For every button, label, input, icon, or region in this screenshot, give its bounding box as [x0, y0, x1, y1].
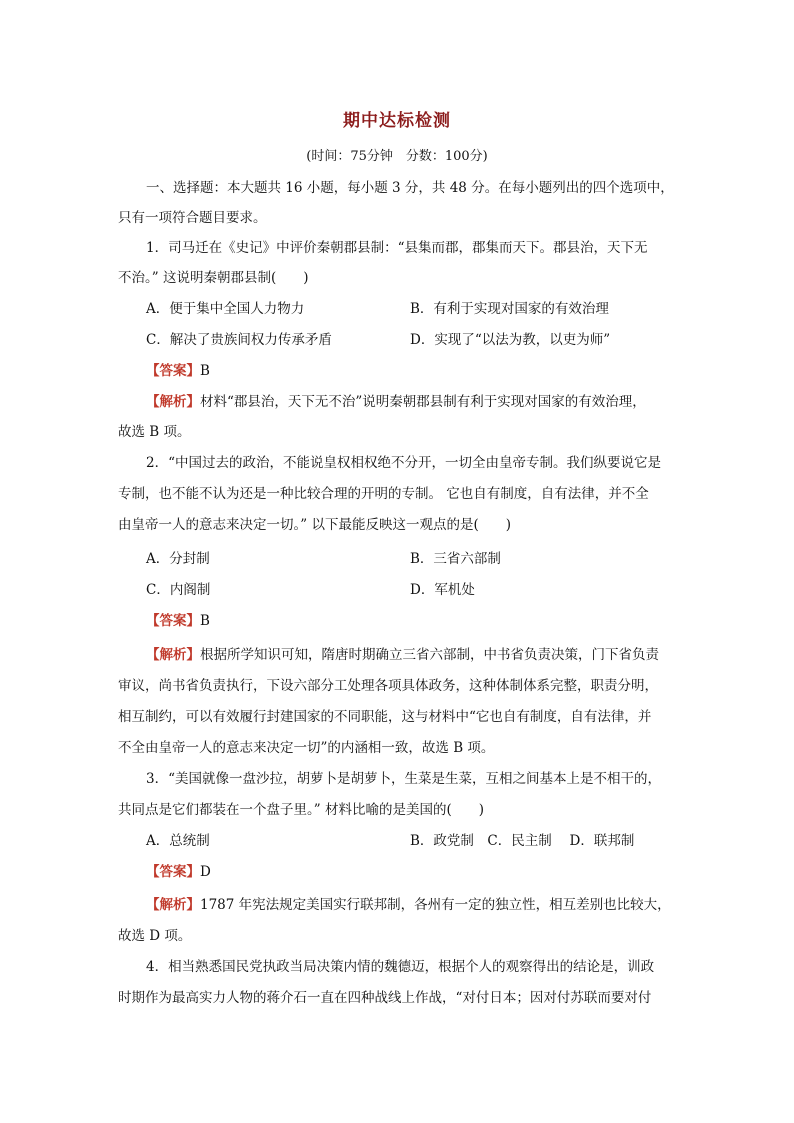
question-1-option-c: C．解决了贵族间权力传承矛盾 [146, 332, 332, 348]
exam-info: (时间：75分钟 分数：100分) [306, 149, 488, 164]
answer-value: D [200, 864, 211, 880]
question-1-option-a: A．便于集中全国人力物力 [146, 301, 305, 317]
question-2-analysis-line2: 审议，尚书省负责执行，下设六部分工处理各项具体政务，这种体制体系完整，职责分明， [118, 678, 658, 694]
question-3-line1: 3．“美国就像一盘沙拉，胡萝卜是胡萝卜，生菜是生菜，互相之间基本上是不相干的， [146, 771, 661, 787]
answer-tag: 【答案】 [146, 613, 200, 629]
page-title: 期中达标检测 [343, 111, 451, 131]
question-1-analysis-line1 [146, 393, 646, 411]
answer-tag: 【答案】 [146, 363, 200, 379]
question-4-line2: 时期作为最高实力人物的蒋介石一直在四种战线上作战，“对付日本；因对付苏联而要对付 [118, 990, 652, 1006]
question-3-analysis-line1 [146, 896, 671, 914]
section-instruction-line1: 一、选择题：本大题共 16 小题，每小题 3 分，共 48 分。在每小题列出的四个选项中， [146, 180, 674, 196]
analysis-tag: 【解析】 [146, 394, 200, 410]
question-3-option-a: A．总统制 [146, 833, 210, 849]
question-4-line1: 4．相当熟悉国民党执政当局决策内情的魏德迈，根据个人的观察得出的结论是，训政 [146, 959, 655, 975]
analysis-tag: 【解析】 [146, 647, 200, 663]
question-2-option-a: A．分封制 [146, 551, 210, 567]
question-2-analysis-line3: 相互制约，可以有效履行封建国家的不同职能，这与材料中“它也自有制度，自有法律，并 [118, 709, 652, 725]
question-2-analysis-line4: 不全由皇帝一人的意志来决定一切”的内涵相一致，故选 B 项。 [118, 740, 495, 756]
question-3-analysis-line2: 故选 D 项。 [118, 928, 192, 944]
question-2-line1: 2．“中国过去的政治，不能说皇权相权绝不分开，一切全由皇帝专制。我们纵要说它是 [146, 455, 661, 471]
question-1-option-d: D．实现了“以法为教，以吏为师” [410, 332, 611, 348]
answer-tag: 【答案】 [146, 864, 200, 880]
analysis-text: 材料“郡县治，天下无不治”说明秦朝郡县制有利于实现对国家的有效治理， [200, 394, 646, 410]
question-2-answer [146, 612, 210, 630]
section-instruction-line2: 只有一项符合题目要求。 [118, 210, 267, 226]
question-2-line2: 专制，也不能不认为还是一种比较合理的开明的专制。 它也自有制度，自有法律，并不全 [118, 486, 649, 502]
answer-value: B [200, 363, 210, 379]
question-3-answer [146, 863, 211, 881]
question-3-options-bcd: B．政党制 C．民主制 D．联邦制 [410, 833, 635, 849]
question-1-line1: 1．司马迁在《史记》中评价秦朝郡县制：“县集而郡，郡集而天下。郡县治，天下无 [146, 240, 648, 256]
analysis-text: 根据所学知识可知，隋唐时期确立三省六部制，中书省负责决策，门下省负责 [200, 647, 659, 663]
question-2-line3: 由皇帝一人的意志来决定一切。” 以下最能反映这一观点的是( ) [118, 517, 511, 533]
question-1-answer [146, 362, 210, 380]
analysis-tag: 【解析】 [146, 897, 200, 913]
question-1-option-b: B．有利于实现对国家的有效治理 [410, 301, 609, 317]
question-2-option-c: C．内阁制 [146, 582, 211, 598]
answer-value: B [200, 613, 210, 629]
question-1-line2: 不治。” 这说明秦朝郡县制( ) [118, 270, 309, 286]
question-2-option-d: D．军机处 [410, 582, 475, 598]
question-1-analysis-line2: 故选 B 项。 [118, 424, 191, 440]
question-2-analysis-line1 [146, 646, 659, 664]
question-2-option-b: B．三省六部制 [410, 551, 501, 567]
question-3-line2: 共同点是它们都装在一个盘子里。” 材料比喻的是美国的( ) [118, 802, 484, 818]
analysis-text: 1787 年宪法规定美国实行联邦制，各州有一定的独立性，相互差别也比较大， [200, 897, 671, 913]
